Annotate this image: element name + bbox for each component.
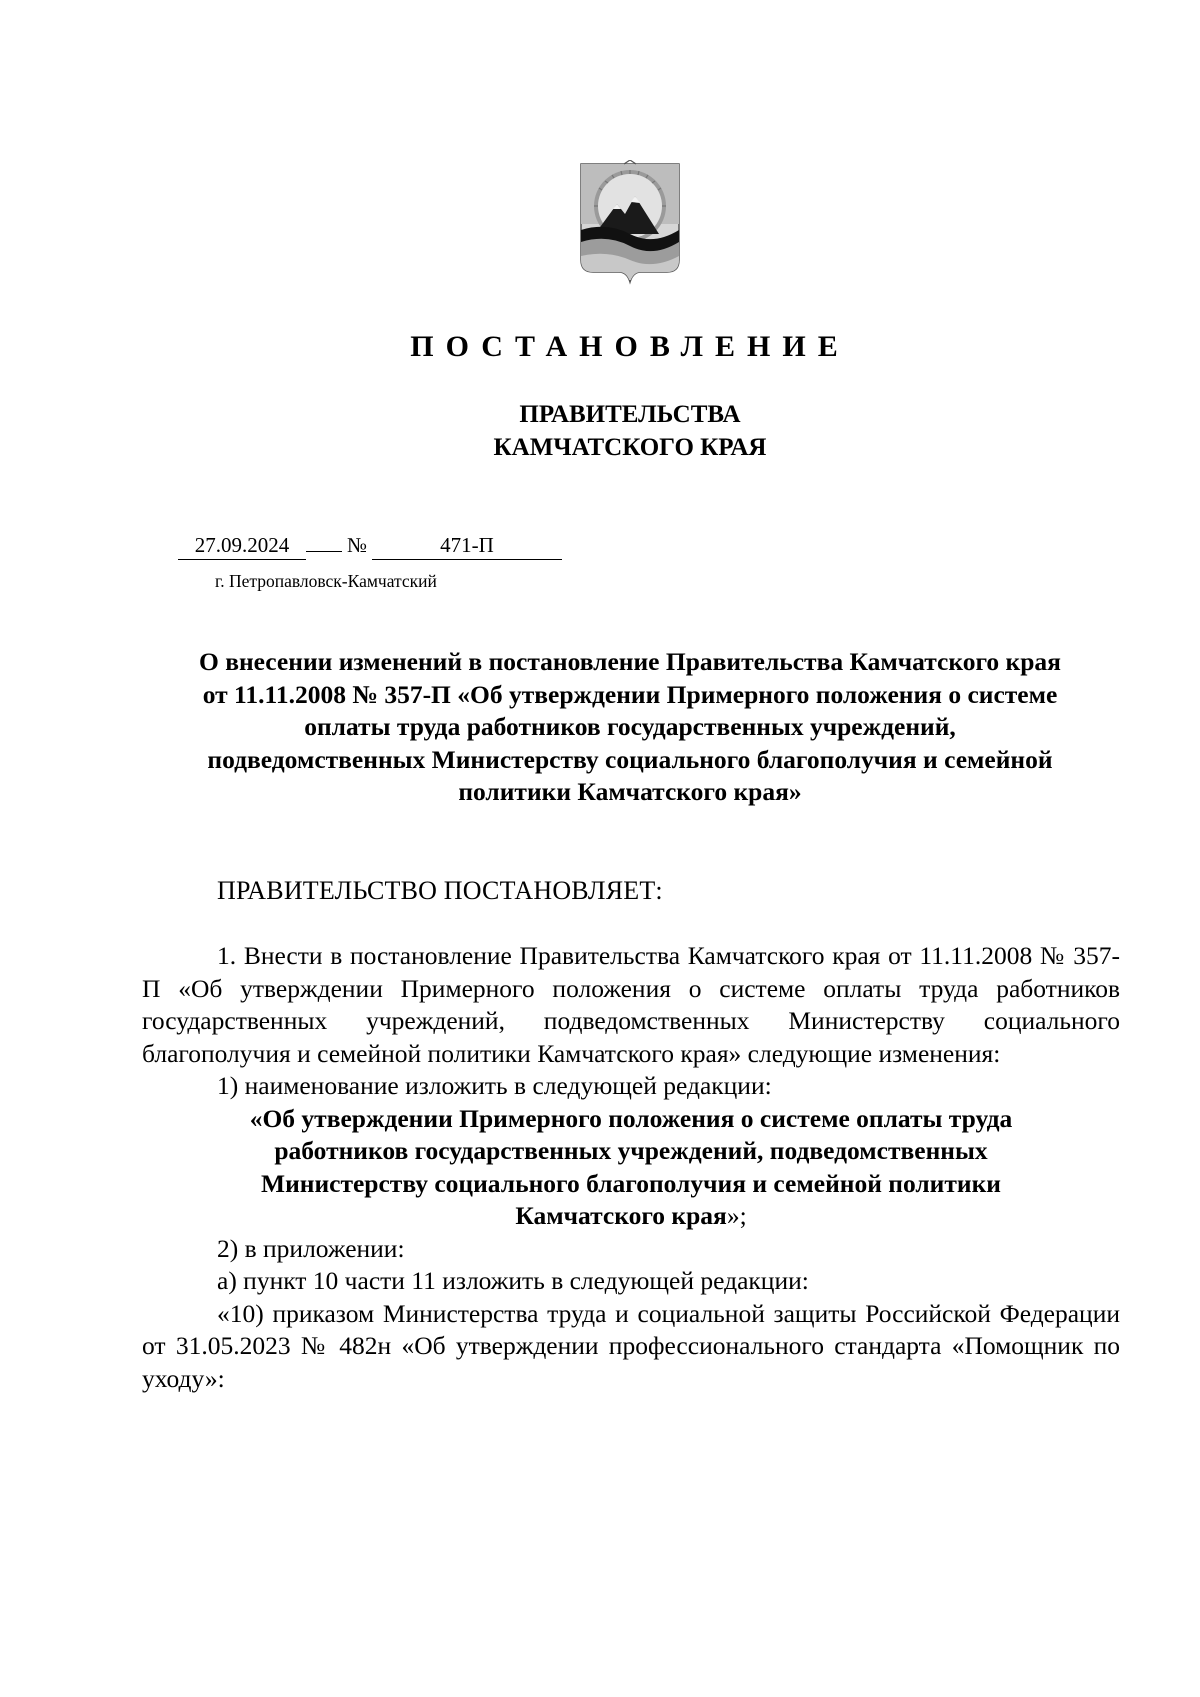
- number-sign: №: [346, 533, 368, 557]
- resolution-heading: ПРАВИТЕЛЬСТВО ПОСТАНОВЛЯЕТ:: [217, 876, 663, 905]
- issuer-heading: [0, 398, 1200, 464]
- quote-line: Министерству социального благополучия и семейной политики: [261, 1168, 1001, 1198]
- place-of-issue: г. Петропавловск-Камчатский: [215, 571, 437, 591]
- item-2a: а) пункт 10 части 11 изложить в следующей редакции:: [217, 1266, 809, 1295]
- title-line: политики Камчатского края»: [458, 777, 802, 806]
- quote-tail: »;: [726, 1201, 747, 1230]
- paragraph-1: 1. Внести в постановление Правительства Камчатского края от 11.11.2008 № 357-П «Об утверждении Примерного положения о системе оплаты труда работников государственных учреждений, подведомственных Министерству социального благополучия и семейной политики Камчатского края» следующие изменения:: [142, 941, 1120, 1068]
- document-type-heading: ПОСТАНОВЛЕНИЕ: [410, 330, 850, 363]
- title-line: О внесении изменений в постановление Правительства Камчатского края: [199, 647, 1061, 676]
- quote-line: работников государственных учреждений, подведомственных: [274, 1136, 988, 1165]
- title-line: оплаты труда работников государственных учреждений,: [304, 712, 956, 741]
- title-line: подведомственных Министерству социального благополучия и семейной: [207, 744, 1053, 774]
- title-line: от 11.11.2008 № 357-П «Об утверждении Примерного положения о системе: [202, 679, 1058, 709]
- registration-line: [178, 532, 562, 560]
- issuer-line-2: КАМЧАТСКОГО КРАЯ: [493, 434, 767, 461]
- quote-text: Камчатского края: [515, 1201, 727, 1230]
- document-number: 471-П: [372, 532, 562, 560]
- new-title-quote: [142, 1103, 1120, 1233]
- document-body: [142, 940, 1120, 1395]
- issuer-line-1: ПРАВИТЕЛЬСТВА: [519, 401, 741, 428]
- quote-line: «Об утверждении Примерного положения о системе оплаты труда: [249, 1103, 1013, 1133]
- quote-line-last: [142, 1200, 1120, 1233]
- item-2: 2) в приложении:: [217, 1233, 405, 1263]
- kamchatka-coat-of-arms-icon: [577, 160, 683, 290]
- document-date: 27.09.2024: [178, 532, 306, 560]
- item-2a-text: «10) приказом Министерства труда и социальной защиты Российской Федерации от 31.05.2023 № 482н «Об утверждении профессионального стандарта «Помощник по уходу»:: [142, 1298, 1120, 1393]
- document-title: [140, 646, 1120, 809]
- item-1: 1) наименование изложить в следующей редакции:: [217, 1071, 772, 1100]
